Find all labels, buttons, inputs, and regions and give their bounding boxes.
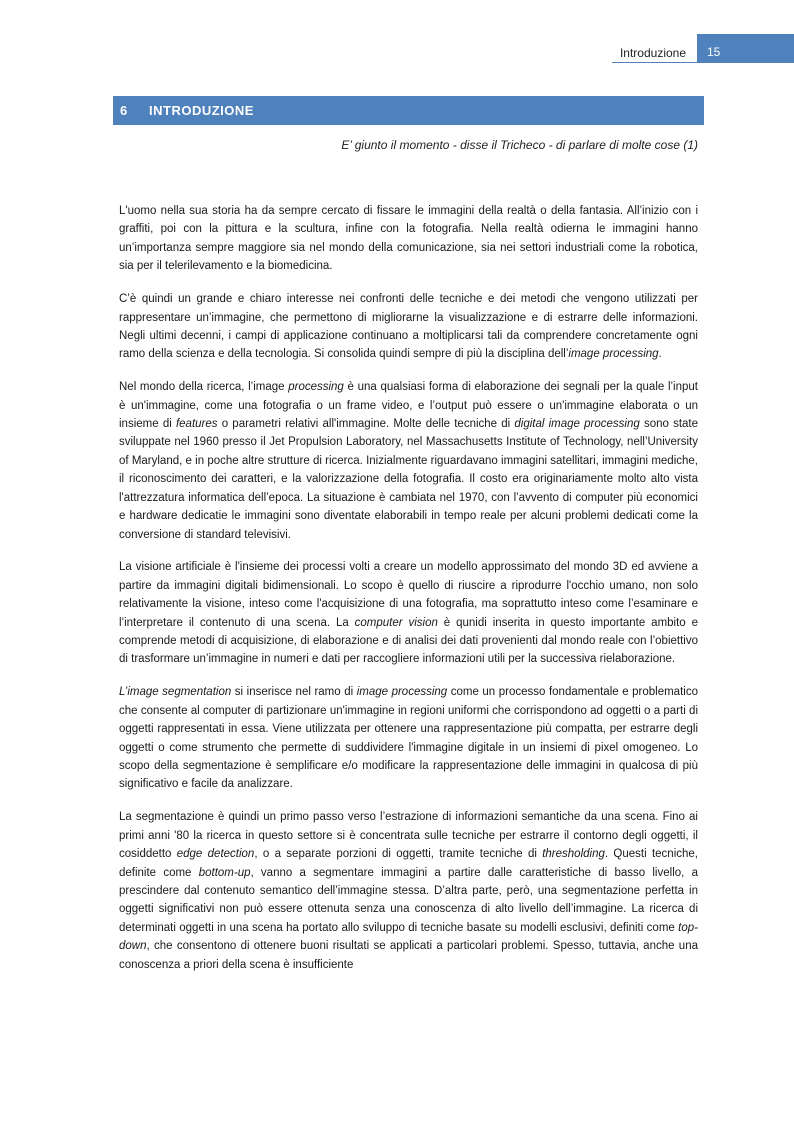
paragraph-text: o parametri relativi all'immagine. Molte delle tecniche di	[217, 418, 515, 431]
paragraph-text: , che consentono di ottenere buoni risultati se applicati a particolari problemi. Spesso, tuttavia, anche una conoscenza a priori della scena è insufficiente	[119, 940, 698, 971]
chapter-title: INTRODUZIONE	[149, 103, 254, 118]
running-title: Introduzione	[619, 46, 686, 60]
emphasis: computer vision	[354, 616, 438, 629]
emphasis: features	[175, 418, 218, 431]
paragraph-text: . Questi tecniche, definite come	[119, 848, 698, 879]
emphasis: bottom-up	[198, 866, 251, 879]
paragraph	[119, 378, 698, 544]
paragraph-text: , o a separate porzioni di oggetti, tramite tecniche di	[254, 848, 543, 861]
paragraph-text: si inserisce nel ramo di	[231, 686, 357, 699]
paragraph-text: come un processo fondamentale e problematico che consente al computer di partizionare un'immagine in regioni uniformi che corrispondono ad oggetti o a parti di oggetti rappresentati in essa. Viene utilizzata per ottenere una rappresentazione più compatta, per estrarre degli oggetti o come strumento che permette di suddividere l'immagine digitale in un insiemi di pixel omogeneo. Lo scopo della segmentazione è semplificare e/o modificare la rappresentazione delle immagini in qualcosa di più significativo e facile da analizzare.	[119, 686, 698, 791]
paragraph	[119, 808, 698, 974]
page-number: 15	[697, 34, 794, 63]
emphasis: processing	[288, 381, 344, 394]
paragraph	[119, 202, 698, 276]
emphasis: edge detection	[176, 848, 255, 861]
paragraph-text: è qunidi inserita in questo importante ambito e comprende metodi di acquisizione, di elaborazione e di analisi dei dati provenienti dal mondo reale con l’obiettivo di trasformare un’immagine in numeri e dati per raccogliere informazioni utili per la successiva rielaborazione.	[119, 616, 698, 666]
emphasis: thresholding	[542, 848, 605, 861]
chapter-heading	[113, 96, 704, 125]
header-rule	[612, 62, 697, 63]
emphasis: L’image segmentation	[119, 686, 232, 699]
epigraph: E’ giunto il momento - disse il Tricheco - di parlare di molte cose (1)	[341, 138, 698, 152]
paragraph-text: sono state sviluppate nel 1960 presso il Jet Propulsion Laboratory, nel Massachusetts Institute of Technology, nell’University of Maryland, e in poche altre strutture di ricerca. Inizialmente riguardavano immagini satellitari, immagini mediche, il riconoscimento dei caratteri, e la valorizzazione della fotografia. Il costo era originariamente molto alto vista l'attrezzatura informatica dell’epoca. La situazione è cambiata nel 1970, con l’avvento di computer più economici e hardware dedicatie le immagini sono diventate elaborabili in tempo reale per alcuni problemi dedicati come la conversione di standard televisivi.	[119, 418, 699, 541]
paragraph	[119, 683, 698, 793]
paragraph	[119, 558, 698, 668]
emphasis: top-down	[119, 921, 698, 953]
paragraph-text: L'uomo nella sua storia ha da sempre cercato di fissare le immagini della realtà o della fantasia. All’inizio con i graffiti, poi con la pittura e la scultura, infine con la fotografia. Nella realtà odierna le immagini hanno un’importanza sempre maggiore sia nel mondo della comunicazione, sia nei settori industriali come la robotica, sia per il telerilevamento e la biomedicina.	[119, 205, 698, 273]
paragraph	[119, 290, 698, 364]
paragraph-text: Nel mondo della ricerca, l’image	[119, 381, 289, 394]
paragraph-text: C’è quindi un grande e chiaro interesse nei confronti delle tecniche e dei metodi che vengono utilizzati per rappresentare un’immagine, che permettono di migliorarne la visualizzazione e di estrarre delle informazioni. Negli ultimi decenni, i campi di applicazione continuano a moltiplicarsi tali da comprendere concretamente ogni ramo della scienza e della tecnologia. Si consolida quindi sempre di più la disciplina dell’	[119, 293, 698, 361]
paragraph-text: La visione artificiale è l'insieme dei processi volti a creare un modello approssimato del mondo 3D ed avviene a partire da immagini digitali bidimensionali. Lo scopo è quello di riuscire a riprodurre l'occhio umano, non solo relativamente la visione, inteso come l'acquisizione di una fotografia, ma soprattutto inteso come l’esaminare e l’interpretare il contenuto di una scena. La	[119, 561, 698, 629]
emphasis: digital image processing	[514, 418, 640, 431]
paragraph-text: .	[658, 348, 662, 361]
emphasis: image processing	[568, 348, 659, 361]
paragraph-text: , vanno a segmentare immagini a partire dalle caratteristiche di basso livello, a prescindere dal contenuto semantico dell’immagine stessa. D’altra parte, però, una segmentazione perfetta in oggetti significativi non può essere ottenuta senza una conoscenza di alto livello dell’immagine. La ricerca di determinati oggetti in una scena ha portato allo sviluppo di tecniche basate su modelli esclusivi, definiti come	[119, 866, 698, 934]
paragraph-text: La segmentazione è quindi un primo passo verso l’estrazione di informazioni semantiche da una scena. Fino ai primi anni '80 la ricerca in questo settore si è concentrata sulle tecniche per estrarre il contorno degli oggetti, il cosiddetto	[119, 811, 698, 861]
paragraph-text: è una qualsiasi forma di elaborazione dei segnali per la quale l’input è un'immagine, come una fotografia o un frame video, e l’output può essere o un'immagine elaborata o un insieme di	[119, 381, 698, 431]
emphasis: image processing	[356, 686, 448, 699]
body-text	[119, 202, 698, 988]
chapter-number: 6	[120, 103, 128, 118]
